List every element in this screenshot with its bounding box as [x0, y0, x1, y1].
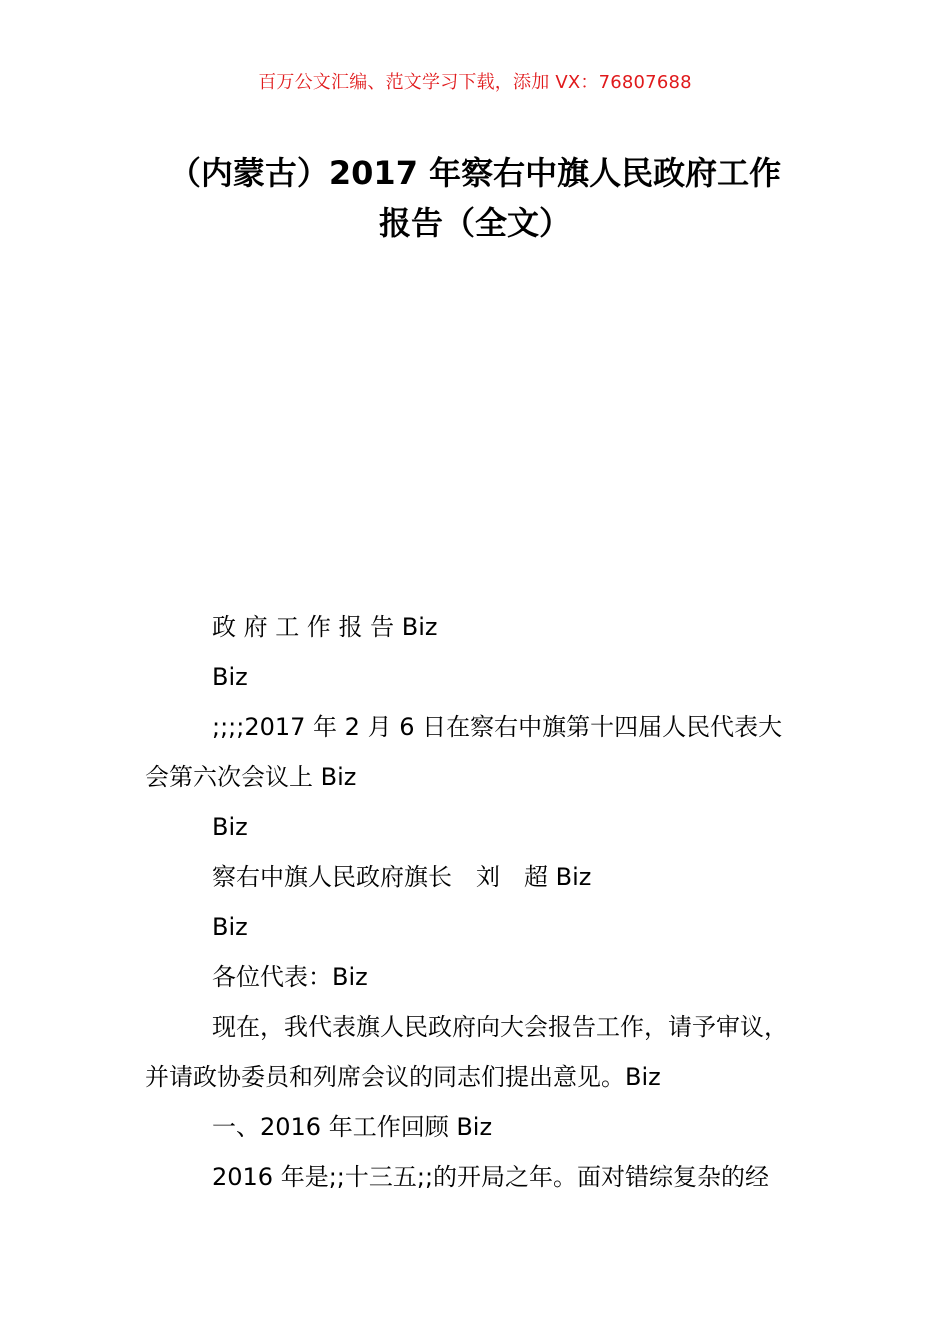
title-line-2: 报告（全文）	[378, 204, 571, 242]
meeting-date-line-cont: 会第六次会议上 Biz	[145, 763, 357, 791]
body-line: Biz	[212, 913, 248, 941]
body-paragraph-cont: 并请政协委员和列席会议的同志们提出意见。Biz	[145, 1063, 661, 1091]
body-paragraph: 现在，我代表旗人民政府向大会报告工作，请予审议，	[212, 1013, 788, 1041]
body-line: Biz	[212, 663, 248, 691]
meeting-date-line: ;;;;2017 年 2 月 6 日在察右中旗第十四届人民代表大	[212, 713, 783, 741]
header-note: 百万公文汇编、范文学习下载，添加 VX：76807688	[258, 72, 692, 93]
title-line-1: （内蒙古）2017 年察右中旗人民政府工作	[168, 154, 782, 192]
document-title	[100, 148, 850, 248]
section-heading: 一、2016 年工作回顾 Biz	[212, 1113, 493, 1141]
document-body	[145, 602, 835, 1202]
salutation: 各位代表：Biz	[212, 963, 368, 991]
author-line: 察右中旗人民政府旗长 刘 超 Biz	[212, 863, 592, 891]
body-paragraph: 2016 年是;;十三五;;的开局之年。面对错综复杂的经	[212, 1163, 770, 1191]
report-heading: 政 府 工 作 报 告 Biz	[212, 613, 438, 641]
body-line: Biz	[212, 813, 248, 841]
